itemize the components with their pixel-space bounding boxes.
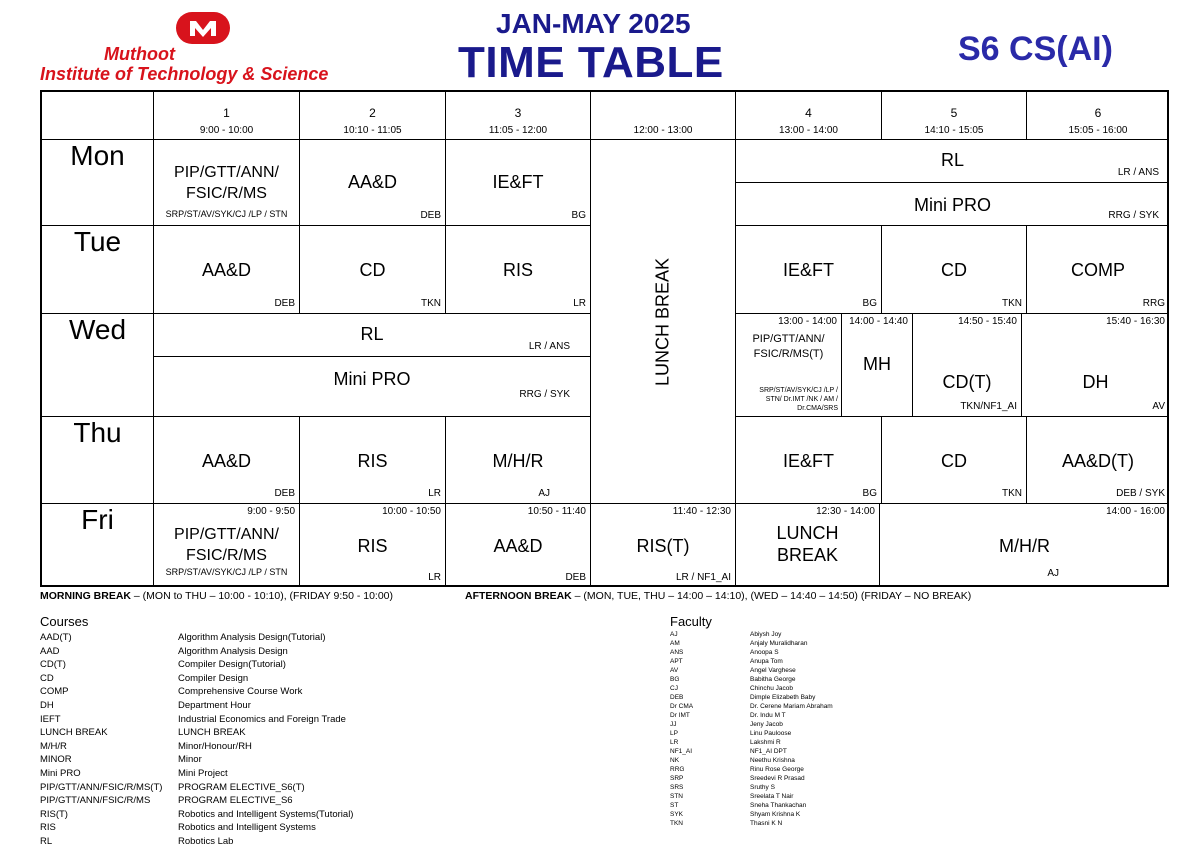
period-header-6: 6 15:05 - 16:00 (1027, 92, 1169, 140)
faculty-name: Thasni K N (750, 820, 783, 827)
course-code: Mini PRO (40, 768, 81, 779)
course-name: Algorithm Analysis Design (178, 645, 288, 657)
faculty-name: Chinchu Jacob (750, 685, 793, 692)
mon-period-1: PIP/GTT/ANN/ FSIC/R/MS SRP/ST/AV/SYK/CJ /LP / STN (154, 140, 300, 226)
wed-elective-tutorial: 13:00 - 14:00 PIP/GTT/ANN/ FSIC/R/MS(T) SRP/ST/AV/SYK/CJ /LP / STN/ Dr.IMT /NK / AM / Dr.CMA/SRS (736, 314, 842, 417)
period-header-2: 2 10:10 - 11:05 (300, 92, 446, 140)
course-name: Department Hour (178, 700, 251, 711)
faculty-name: Angel Varghese (750, 667, 796, 674)
course-name: Comprehensive Course Work (178, 686, 303, 698)
course-code: M/H/R (40, 740, 67, 752)
faculty-code: Dr CMA (670, 703, 694, 710)
course-code: CD(T) (40, 659, 66, 671)
course-name: PROGRAM ELECTIVE_S6(T) (178, 781, 305, 793)
tue-period-1: AA&D DEB (154, 226, 300, 314)
thu-period-5: CD TKN (882, 417, 1027, 504)
day-label-thu: Thu (42, 417, 154, 504)
class-label: S6 CS(AI) (958, 30, 1113, 68)
course-name: Minor (178, 754, 202, 766)
course-name: Robotics and Intelligent Systems(Tutorial) (178, 808, 354, 820)
faculty-code: DEB (670, 694, 684, 701)
faculty-code: NK (670, 757, 680, 764)
wed-mini-pro: Mini PRO RRG / SYK (154, 357, 591, 417)
day-label-fri: Fri (42, 504, 154, 587)
faculty-code: SYK (670, 811, 684, 818)
logo-emblem-icon (176, 12, 230, 44)
course-code: AAD(T) (40, 632, 72, 643)
faculty-code: SRS (670, 784, 684, 791)
course-code: LUNCH BREAK (40, 727, 108, 739)
faculty-code: BG (670, 676, 680, 683)
tue-period-2: CD TKN (300, 226, 446, 314)
page-title: TIME TABLE (458, 38, 724, 87)
tue-period-3: RIS LR (446, 226, 591, 314)
faculty-heading: Faculty (670, 614, 712, 629)
tue-period-5: CD TKN (882, 226, 1027, 314)
morning-break-label: MORNING BREAK (40, 590, 131, 602)
faculty-code: AV (670, 667, 679, 674)
mon-mini-pro: Mini PRO RRG / SYK (736, 183, 1169, 226)
institute-name-line1: Muthoot (104, 44, 175, 64)
course-name: LUNCH BREAK (178, 727, 246, 739)
faculty-code: STN (670, 793, 683, 800)
lunch-break-cell (591, 140, 736, 504)
wed-cd-tutorial: 14:50 - 15:40 CD(T) TKN/NF1_AI (913, 314, 1022, 417)
day-label-tue: Tue (42, 226, 154, 314)
faculty-name: Anoopa S (750, 649, 779, 656)
faculty-code: JJ (670, 721, 677, 728)
timetable-grid (40, 90, 1169, 587)
course-name: Compiler Design (178, 672, 249, 684)
faculty-code: CJ (670, 685, 678, 692)
faculty-name: Anjaly Muralidharan (750, 640, 808, 647)
institute-logo (176, 12, 230, 44)
faculty-code: ST (670, 802, 679, 809)
course-code: COMP (40, 686, 69, 698)
semester-label: JAN-MAY 2025 (496, 8, 691, 39)
course-name: Industrial Economics and Foreign Trade (178, 713, 346, 725)
course-code: DH (40, 700, 54, 711)
course-name: Compiler Design(Tutorial) (178, 659, 286, 671)
period-header-1: 1 9:00 - 10:00 (154, 92, 300, 140)
course-code: IEFT (40, 713, 61, 725)
faculty-legend (670, 614, 833, 827)
faculty-name: Linu Pauloose (750, 730, 792, 737)
afternoon-break-notes (465, 590, 971, 602)
thu-period-4: IE&FT BG (736, 417, 882, 504)
faculty-code: AJ (670, 631, 678, 638)
institute-name-line2: Institute of Technology & Science (40, 64, 329, 84)
faculty-name: Dimple Elizabeth Baby (750, 694, 816, 701)
course-code: RL (40, 836, 53, 847)
faculty-code: LP (670, 730, 678, 737)
course-code: PIP/GTT/ANN/FSIC/R/MS(T) (40, 781, 163, 793)
tue-period-4: IE&FT BG (736, 226, 882, 314)
faculty-name: Shyam Krishna K (750, 811, 801, 818)
faculty-code: SRP (670, 775, 684, 782)
faculty-name: Anupa Tom (750, 658, 783, 665)
thu-period-2: RIS LR (300, 417, 446, 504)
corner-cell (42, 92, 154, 140)
faculty-name: Lakshmi R (750, 739, 781, 746)
day-label-wed: Wed (42, 314, 154, 417)
faculty-name: Sneha Thankachan (750, 802, 807, 809)
courses-heading: Courses (40, 614, 89, 629)
course-code: AAD (40, 645, 60, 657)
thu-period-3: M/H/R AJ (446, 417, 591, 504)
break-notes (40, 590, 393, 602)
fri-slot-2: 10:00 - 10:50 RIS LR (300, 504, 446, 587)
thu-period-1: AA&D DEB (154, 417, 300, 504)
course-code: RIS(T) (40, 808, 68, 820)
faculty-name: NF1_AI DPT (750, 748, 787, 755)
course-name: Minor/Honour/RH (178, 740, 252, 752)
mon-period-3: IE&FT BG (446, 140, 591, 226)
course-name: Algorithm Analysis Design(Tutorial) (178, 632, 326, 643)
course-code: RIS (40, 822, 56, 834)
faculty-code: NF1_AI (670, 748, 693, 755)
faculty-name: Jeny Jacob (750, 721, 783, 728)
faculty-code: LR (670, 739, 679, 746)
mon-period-2: AA&D DEB (300, 140, 446, 226)
period-header-5: 5 14:10 - 15:05 (882, 92, 1027, 140)
courses-legend (40, 614, 354, 847)
course-code: CD (40, 672, 54, 684)
course-name: Robotics Lab (178, 836, 234, 847)
afternoon-break-label: AFTERNOON BREAK (465, 590, 572, 602)
fri-slot-4: 11:40 - 12:30 RIS(T) LR / NF1_AI (591, 504, 736, 587)
faculty-name: Sreedevi R Prasad (750, 775, 805, 782)
tue-period-6: COMP RRG (1027, 226, 1169, 314)
fri-slot-1: 9:00 - 9:50 PIP/GTT/ANN/ FSIC/R/MS SRP/ST/AV/SYK/CJ /LP / STN (154, 504, 300, 587)
mon-rl: RL LR / ANS (736, 140, 1169, 183)
fri-slot-6: 14:00 - 16:00 M/H/R AJ (999, 506, 1165, 579)
wed-mh: 14:00 - 14:40 MH (842, 314, 913, 417)
day-label-mon: Mon (42, 140, 154, 226)
thu-period-6: AA&D(T) DEB / SYK (1027, 417, 1169, 504)
faculty-code: ANS (670, 649, 684, 656)
faculty-code: AM (670, 640, 680, 647)
wed-rl: RL LR / ANS (154, 314, 591, 357)
afternoon-break-text: – (MON, TUE, THU – 14:00 – 14:10), (WED – 14:40 – 14:50) (FRIDAY – NO BREAK) (571, 590, 972, 602)
faculty-name: Rinu Rose George (750, 766, 804, 773)
faculty-name: Dr. Cerene Mariam Abraham (750, 703, 833, 710)
wed-dh: 15:40 - 16:30 DH AV (1022, 314, 1169, 417)
faculty-name: Abiysh Joy (750, 631, 782, 638)
faculty-code: RRG (670, 766, 685, 773)
course-name: Robotics and Intelligent Systems (178, 822, 316, 834)
course-name: Mini Project (178, 768, 228, 779)
faculty-name: Babitha George (750, 676, 796, 683)
morning-break-text: – (MON to THU – 10:00 - 10:10), (FRIDAY 9:50 - 10:00) (131, 590, 394, 602)
course-name: PROGRAM ELECTIVE_S6 (178, 795, 293, 807)
period-header-4: 4 13:00 - 14:00 (736, 92, 882, 140)
course-code: PIP/GTT/ANN/FSIC/R/MS (40, 795, 151, 807)
fri-slot-3: 10:50 - 11:40 AA&D DEB (446, 504, 591, 587)
lunch-break-label: LUNCH BREAK (652, 257, 673, 386)
period-header-3: 3 11:05 - 12:00 (446, 92, 591, 140)
faculty-name: Dr. Indu M T (750, 712, 786, 719)
faculty-code: Dr IMT (670, 712, 690, 719)
fri-lunch-break: 12:30 - 14:00 LUNCH BREAK (736, 504, 880, 587)
period-header-lunch: 12:00 - 13:00 (591, 92, 736, 140)
course-code: MINOR (40, 754, 72, 766)
faculty-name: Neethu Krishna (750, 757, 795, 764)
faculty-name: Sreelata T Nair (750, 793, 794, 800)
faculty-code: APT (670, 658, 683, 665)
faculty-code: TKN (670, 820, 683, 827)
faculty-name: Sruthy S (750, 784, 775, 791)
